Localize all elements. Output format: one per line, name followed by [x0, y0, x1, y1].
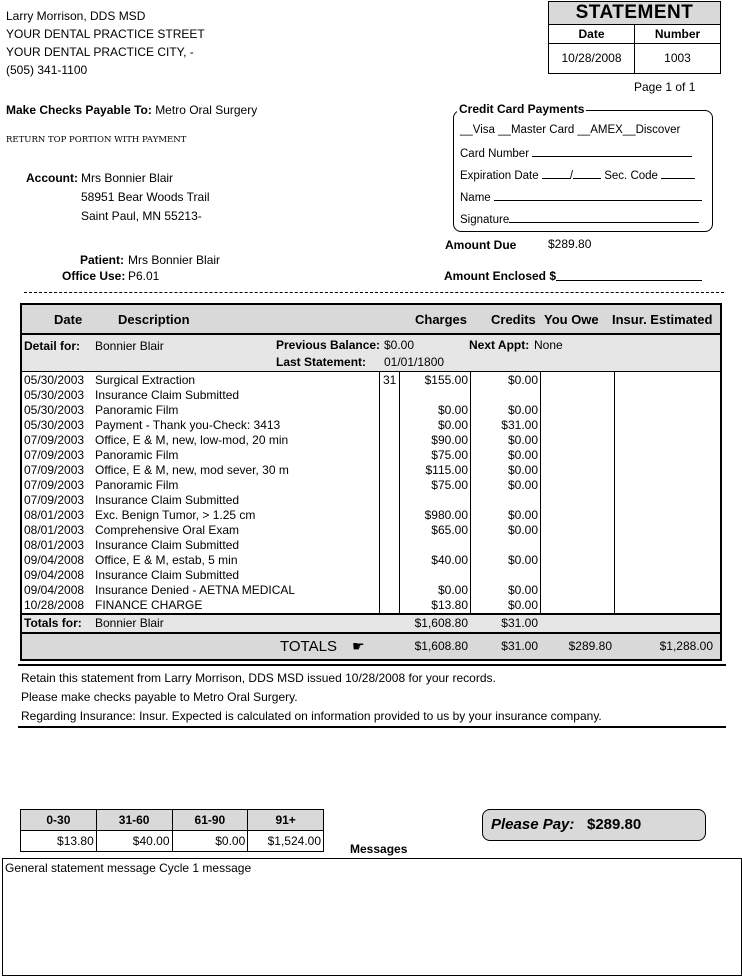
- please-pay-value: $289.80: [587, 816, 642, 833]
- table-row: [22, 568, 720, 583]
- patient-label: Patient:: [80, 253, 125, 267]
- header-charges: Charges: [415, 312, 468, 327]
- expiration-label: Expiration Date: [460, 170, 539, 182]
- grand-charges: $1,608.80: [414, 639, 468, 653]
- transaction-description: Comprehensive Oral Exam: [95, 523, 240, 537]
- statement-notes: [21, 669, 602, 726]
- transaction-tooth: 31: [383, 373, 397, 387]
- transaction-date: 07/09/2003: [24, 463, 85, 477]
- transaction-date: 08/01/2003: [24, 523, 85, 537]
- table-row: [22, 403, 720, 418]
- grand-credits: $31.00: [501, 639, 538, 653]
- statement-title: STATEMENT: [549, 2, 720, 25]
- transaction-credit: $0.00: [507, 373, 538, 387]
- credit-card-title: Credit Card Payments: [459, 102, 585, 116]
- aging-value: $40.00: [97, 831, 173, 851]
- transaction-date: 05/30/2003: [24, 388, 85, 402]
- notes-bottom-rule: [18, 726, 726, 728]
- statement-box: [548, 1, 721, 74]
- transaction-date: 08/01/2003: [24, 538, 85, 552]
- aging-table: [20, 809, 324, 852]
- transaction-description: Office, E & M, estab, 5 min: [95, 553, 238, 567]
- amount-due-label: Amount Due: [445, 238, 517, 252]
- grand-insur: $1,288.00: [659, 639, 713, 653]
- transaction-description: Office, E & M, new, mod sever, 30 m: [95, 463, 289, 477]
- transaction-date: 09/04/2008: [24, 583, 85, 597]
- aging-header: 0-30: [21, 810, 97, 830]
- transaction-date: 09/04/2008: [24, 553, 85, 567]
- transaction-date: 07/09/2003: [24, 433, 85, 447]
- transaction-description: Insurance Denied - AETNA MEDICAL: [95, 583, 296, 597]
- name-field[interactable]: [460, 190, 702, 204]
- totals-for-row: [22, 613, 720, 634]
- table-row: [22, 418, 720, 433]
- practice-header: [6, 7, 205, 79]
- table-row: [22, 493, 720, 508]
- transaction-description: Payment - Thank you-Check: 3413: [95, 418, 281, 432]
- payable-line: [6, 103, 257, 117]
- table-row: [22, 433, 720, 448]
- please-pay-box: [482, 809, 706, 841]
- note-line: Regarding Insurance: Insur. Expected is calculated on information provided to us by your insurance company.: [21, 709, 602, 723]
- messages-box: [2, 858, 742, 976]
- pointing-hand-icon: ☛: [352, 638, 365, 654]
- table-row: [22, 508, 720, 523]
- transaction-description: Exc. Benign Tumor, > 1.25 cm: [95, 508, 256, 522]
- header-date: Date: [54, 312, 83, 327]
- transaction-description: Surgical Extraction: [95, 373, 196, 387]
- office-use-value: P6.01: [128, 269, 160, 283]
- transaction-credit: $0.00: [507, 583, 538, 597]
- account-street: 58951 Bear Woods Trail: [81, 190, 210, 204]
- practice-street: YOUR DENTAL PRACTICE STREET: [6, 27, 205, 41]
- practice-phone: (505) 341-1100: [6, 63, 88, 77]
- prev-balance: $0.00: [384, 338, 415, 352]
- practice-name: Larry Morrison, DDS MSD: [6, 9, 146, 23]
- transactions-table: [20, 303, 722, 661]
- table-row: [22, 478, 720, 493]
- signature-field[interactable]: [460, 212, 699, 226]
- table-row: [22, 448, 720, 463]
- table-row: [22, 388, 720, 403]
- totals-for-name: Bonnier Blair: [95, 616, 164, 630]
- messages-text: General statement message Cycle 1 message: [5, 861, 252, 875]
- table-row: [22, 583, 720, 598]
- table-row: [22, 373, 720, 388]
- office-use-label: Office Use:: [62, 269, 126, 283]
- notes-top-rule: [18, 664, 726, 666]
- expiration-field[interactable]: [460, 168, 695, 182]
- name-label: Name: [460, 192, 491, 204]
- transaction-credit: $0.00: [507, 553, 538, 567]
- detail-section: [22, 335, 720, 372]
- transaction-date: 05/30/2003: [24, 403, 85, 417]
- transaction-credit: $0.00: [507, 433, 538, 447]
- transaction-description: Insurance Claim Submitted: [95, 538, 240, 552]
- grand-you-owe: $289.80: [568, 639, 612, 653]
- header-insur: Insur. Estimated: [612, 312, 713, 327]
- practice-city: YOUR DENTAL PRACTICE CITY, -: [6, 45, 194, 59]
- transaction-credit: $0.00: [507, 463, 538, 477]
- aging-value: $0.00: [173, 831, 249, 851]
- last-statement-label: Last Statement:: [276, 355, 367, 369]
- account-city: Saint Paul, MN 55213-: [81, 209, 202, 223]
- grand-label: TOTALS: [280, 638, 337, 655]
- transaction-credit: $0.00: [507, 403, 538, 417]
- detail-for-name: Bonnier Blair: [95, 339, 164, 353]
- transaction-charge: $0.00: [437, 403, 468, 417]
- totals-for-credits: $31.00: [501, 616, 538, 630]
- account-name: Mrs Bonnier Blair: [81, 171, 174, 185]
- table-row: [22, 538, 720, 553]
- statement-number-label: Number: [654, 27, 701, 41]
- header-credits: Credits: [491, 312, 536, 327]
- transaction-charge: $115.00: [425, 463, 468, 477]
- please-pay-label: Please Pay:: [491, 816, 575, 833]
- patient-name: Mrs Bonnier Blair: [128, 253, 221, 267]
- transaction-credit: $0.00: [507, 508, 538, 522]
- next-appt: None: [534, 338, 563, 352]
- transaction-date: 05/30/2003: [24, 373, 85, 387]
- transaction-credit: $0.00: [507, 448, 538, 462]
- transaction-charge: $980.00: [424, 508, 468, 522]
- transaction-charge: $155.00: [424, 373, 468, 387]
- transaction-description: Insurance Claim Submitted: [95, 568, 240, 582]
- table-header: [22, 305, 720, 335]
- transaction-charge: $0.00: [437, 418, 468, 432]
- transaction-credit: $31.00: [501, 418, 538, 432]
- transaction-date: 10/28/2008: [24, 598, 85, 612]
- amount-enclosed-label: Amount Enclosed $: [444, 269, 557, 283]
- transaction-charge: $40.00: [431, 553, 468, 567]
- transaction-charge: $0.00: [437, 583, 468, 597]
- messages-label: Messages: [350, 842, 408, 856]
- transaction-date: 05/30/2003: [24, 418, 85, 432]
- transaction-description: FINANCE CHARGE: [95, 598, 203, 612]
- transaction-charge: $65.00: [431, 523, 468, 537]
- transaction-description: Insurance Claim Submitted: [95, 493, 240, 507]
- amount-enclosed-field[interactable]: [556, 280, 702, 281]
- statement-date-label: Date: [549, 25, 635, 43]
- credit-card-box: [453, 110, 713, 232]
- aging-value: $1,524.00: [267, 834, 321, 848]
- signature-label: Signature: [460, 214, 510, 226]
- totals-for-label: Totals for:: [24, 616, 82, 630]
- transaction-date: 08/01/2003: [24, 508, 85, 522]
- page-indicator: Page 1 of 1: [634, 80, 696, 94]
- transaction-charge: $75.00: [431, 478, 468, 492]
- note-line: Retain this statement from Larry Morrison, DDS MSD issued 10/28/2008 for your records.: [21, 671, 496, 685]
- account-label: Account:: [26, 171, 78, 185]
- next-appt-label: Next Appt:: [469, 338, 530, 352]
- last-statement: 01/01/1800: [384, 355, 445, 369]
- return-note: RETURN TOP PORTION WITH PAYMENT: [6, 135, 187, 145]
- amount-due-value: $289.80: [548, 237, 592, 251]
- detail-for-label: Detail for:: [24, 339, 81, 353]
- transaction-charge: $75.00: [431, 448, 468, 462]
- transaction-date: 09/04/2008: [24, 568, 85, 582]
- expiration-slash: /: [569, 170, 574, 182]
- card-number-label: Card Number: [460, 148, 530, 160]
- header-description: Description: [118, 312, 190, 327]
- card-number-field[interactable]: [460, 146, 692, 160]
- transaction-date: 07/09/2003: [24, 448, 85, 462]
- tear-line: [24, 292, 724, 293]
- transaction-credit: $0.00: [507, 598, 538, 612]
- statement-date: 10/28/2008: [549, 44, 635, 73]
- transaction-date: 07/09/2003: [24, 493, 85, 507]
- prev-balance-label: Previous Balance:: [276, 338, 381, 352]
- transaction-description: Office, E & M, new, low-mod, 20 min: [95, 433, 289, 447]
- statement-number: 1003: [664, 51, 691, 65]
- aging-header: 91+: [275, 813, 296, 827]
- note-line: Please make checks payable to Metro Oral Surgery.: [21, 690, 298, 704]
- sec-code-label: Sec. Code: [604, 170, 658, 182]
- transaction-date: 07/09/2003: [24, 478, 85, 492]
- grand-totals-row: [22, 634, 720, 659]
- aging-header: 61-90: [173, 810, 249, 830]
- card-types[interactable]: __Visa __Master Card __AMEX__Discover: [460, 124, 681, 136]
- transaction-charge: $13.80: [431, 598, 468, 612]
- aging-value: $13.80: [21, 831, 97, 851]
- transaction-description: Panoramic Film: [95, 448, 179, 462]
- table-row: [22, 523, 720, 538]
- payable-label: Make Checks Payable To:: [6, 103, 152, 117]
- transaction-description: Panoramic Film: [95, 478, 179, 492]
- table-row: [22, 553, 720, 568]
- table-row: [22, 598, 720, 613]
- transaction-credit: $0.00: [507, 478, 538, 492]
- transaction-credit: $0.00: [507, 523, 538, 537]
- payable-value: Metro Oral Surgery: [155, 103, 258, 117]
- transaction-description: Insurance Claim Submitted: [95, 388, 240, 402]
- totals-for-charges: $1,608.80: [414, 616, 468, 630]
- table-row: [22, 463, 720, 478]
- transaction-charge: $90.00: [431, 433, 468, 447]
- header-you-owe: You Owe: [544, 312, 599, 327]
- transaction-description: Panoramic Film: [95, 403, 179, 417]
- transaction-rows: [22, 372, 720, 613]
- aging-header: 31-60: [97, 810, 173, 830]
